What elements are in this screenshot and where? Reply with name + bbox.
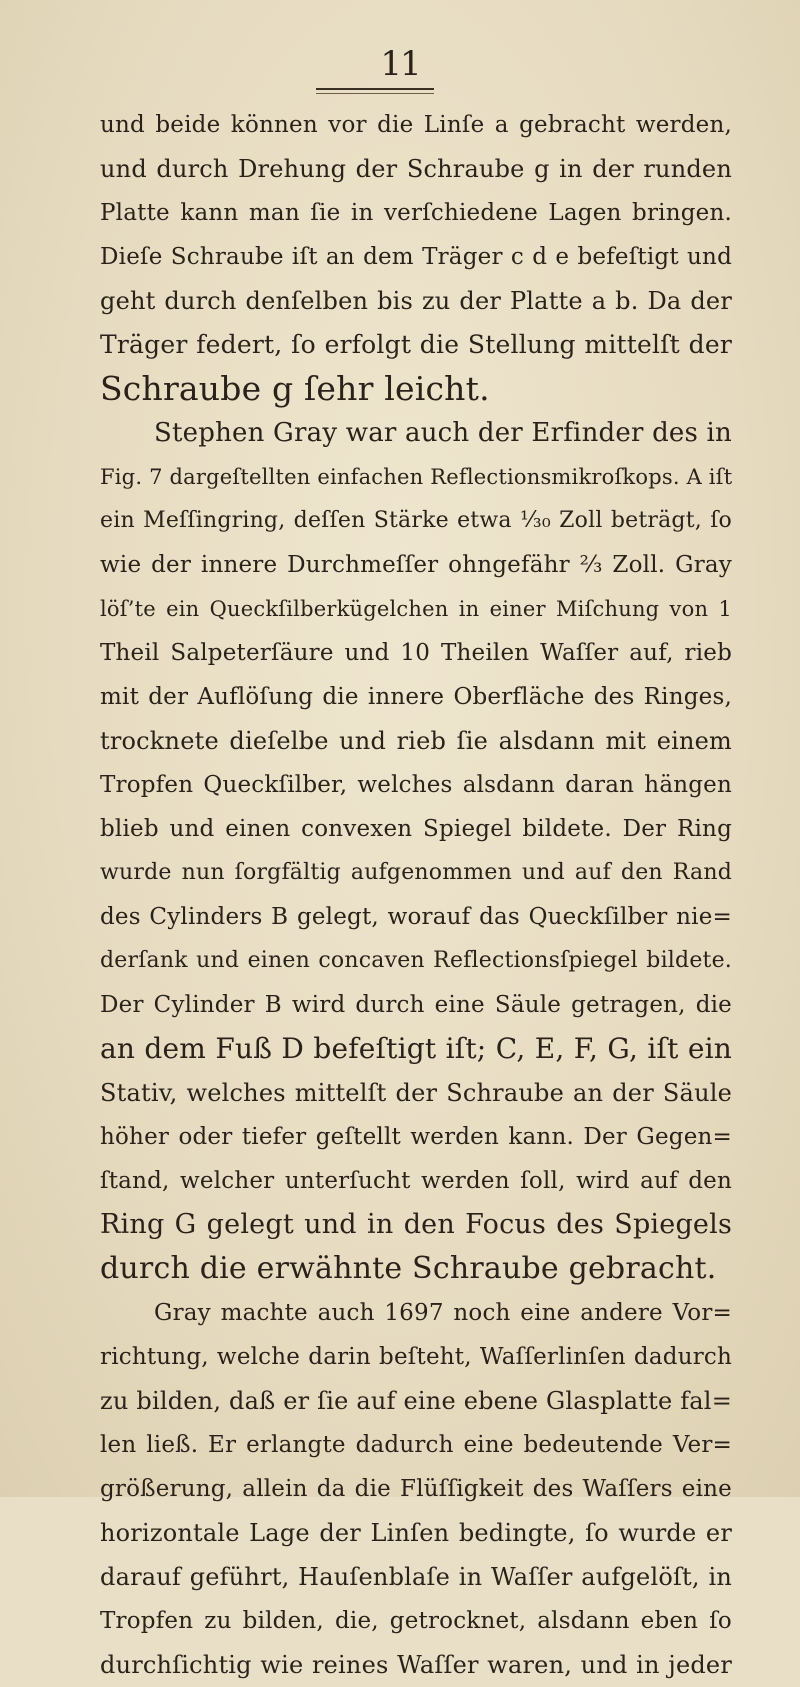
- header-rule: [316, 88, 434, 94]
- text-line: derſank und einen concaven Reflectionsſpiegel bildete.: [100, 948, 732, 973]
- text-line: Dieſe Schraube iſt an dem Träger c d e befeſtigt und: [100, 244, 732, 270]
- text-line: Der Cylinder B wird durch eine Säule getragen, die: [100, 992, 732, 1018]
- text-line: Platte kann man ſie in verſchiedene Lagen bringen.: [100, 200, 732, 226]
- text-line: blieb und einen convexen Spiegel bildete. Der Ring: [100, 816, 732, 842]
- text-line: des Cylinders B gelegt, worauf das Queckſilber nie=: [100, 904, 732, 930]
- text-line: richtung, welche darin beſteht, Waſſerlinſen dadurch: [100, 1344, 732, 1370]
- text-line: Stativ, welches mittelſt der Schraube an der Säule: [100, 1079, 732, 1107]
- text-line: trocknete dieſelbe und rieb ſie alsdann mit einem: [100, 727, 732, 755]
- text-line: größerung, allein da die Flüſſigkeit des Waſſers eine: [100, 1476, 732, 1502]
- text-line: Ring G gelegt und in den Focus des Spiegels: [100, 1209, 732, 1240]
- text-line: durch die erwähnte Schraube gebracht.: [100, 1251, 717, 1286]
- text-line: geht durch denſelben bis zu der Platte a b. Da der: [100, 287, 732, 315]
- text-line: zu bilden, daß er ſie auf eine ebene Glasplatte fal=: [100, 1387, 732, 1415]
- text-line: Träger federt, ſo erfolgt die Stellung mittelſt der: [100, 330, 732, 359]
- text-line: len ließ. Er erlangte dadurch eine bedeutende Ver=: [100, 1432, 732, 1458]
- text-line: wie der innere Durchmeſſer ohngefähr ²⁄₃ Zoll. Gray: [100, 552, 732, 578]
- text-line: horizontale Lage der Linſen bedingte, ſo wurde er: [100, 1519, 732, 1547]
- text-line: Tropfen zu bilden, die, getrocknet, alsdann eben ſo: [100, 1608, 732, 1634]
- text-line: ſtand, welcher unterſucht werden ſoll, wird auf den: [100, 1168, 732, 1194]
- text-line: wurde nun ſorgfältig aufgenommen und auf den Rand: [100, 860, 732, 885]
- text-line: ein Meſſingring, deſſen Stärke etwa ¹⁄₃₀ Zoll beträgt, ſo: [100, 508, 732, 533]
- text-line: und durch Drehung der Schraube g in der runden: [100, 155, 732, 183]
- body-text: [100, 103, 732, 1687]
- text-line: Tropfen Queckſilber, welches alsdann daran hängen: [100, 772, 732, 798]
- text-line: mit der Auflöſung die innere Oberfläche des Ringes,: [100, 684, 732, 710]
- text-line: höher oder tiefer geſtellt werden kann. Der Gegen=: [100, 1124, 732, 1150]
- text-line: durchſichtig wie reines Waſſer waren, und in jeder: [100, 1651, 732, 1679]
- paragraph-start-line: Gray machte auch 1697 noch eine andere Vor=: [154, 1300, 732, 1326]
- text-line: an dem Fuß D befeſtigt iſt; C, E, F, G, iſt ein: [100, 1032, 732, 1065]
- text-line: darauf geführt, Hauſenblaſe in Waſſer aufgelöſt, in: [100, 1563, 732, 1591]
- text-line: löſ’te ein Queckſilberkügelchen in einer Miſchung von 1: [100, 597, 732, 621]
- text-line: Schraube g ſehr leicht.: [100, 369, 490, 408]
- text-line: Theil Salpeterſäure und 10 Theilen Waſſer auf, rieb: [100, 640, 732, 666]
- text-line: Fig. 7 dargeſtellten einfachen Reflectionsmikroſkops. A iſt: [100, 465, 733, 489]
- paragraph-start-line: Stephen Gray war auch der Erfinder des in: [154, 418, 732, 448]
- text-line: und beide können vor die Linſe a gebracht werden,: [100, 112, 732, 138]
- page-number: 11: [380, 44, 420, 84]
